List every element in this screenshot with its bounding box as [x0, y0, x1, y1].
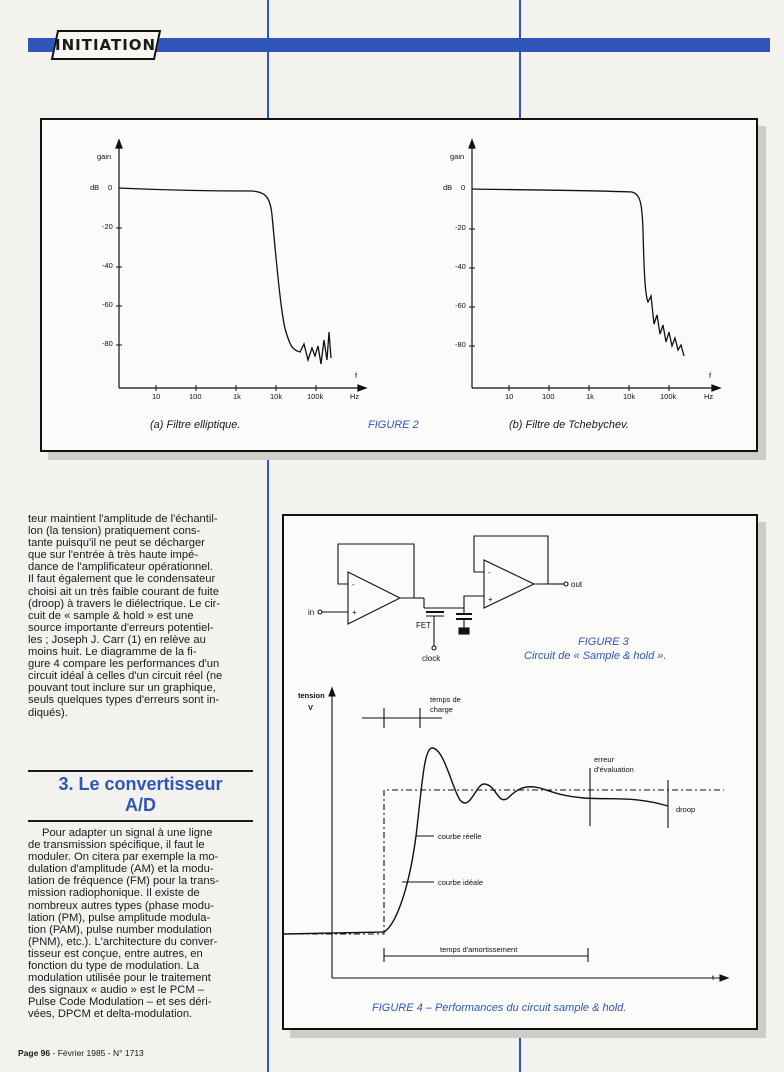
- text-line: nombreux autres types (phase modu-: [28, 899, 214, 912]
- chart-b-x-label: f: [709, 371, 712, 380]
- text-line: des signaux « audio » est le PCM –: [28, 984, 204, 997]
- column-rule-right-lower: [519, 1026, 521, 1072]
- figure-2-label: FIGURE 2: [368, 419, 419, 431]
- figure-3-4-drawing: [284, 516, 756, 1028]
- text-line: tion (PAM), pulse number modulation: [28, 923, 212, 936]
- footer-issue: - Février 1985 - N° 1713: [50, 1048, 144, 1058]
- text-line: (PNM), etc.). L'architecture du conver-: [28, 935, 218, 948]
- text-line: vées, DPCM et delta-modulation.: [28, 1008, 193, 1021]
- text-line: pouvant tout inclure sur un graphique,: [28, 682, 216, 695]
- chart-b-x-unit: Hz: [704, 392, 714, 401]
- chart-b-y-tick-60: -60: [455, 301, 466, 310]
- text-line: Pour adapter un signal à une ligne: [42, 827, 213, 839]
- figure-3-caption: Circuit de « Sample & hold ».: [524, 650, 667, 662]
- chart-b-x-tick-10k: 10k: [623, 392, 636, 401]
- chart-a-y-tick-60: -60: [102, 300, 113, 309]
- fig4-y-label: tension: [298, 691, 325, 700]
- chart-b-x-tick-1k: 1k: [586, 392, 594, 401]
- chart-b-y-tick-80: -80: [455, 340, 466, 349]
- section-label: INITIATION: [55, 36, 157, 54]
- text-line: Il faut également que le condensateur: [28, 573, 216, 586]
- chart-b-y-arrow: [469, 140, 475, 148]
- opamp-1-minus: -: [352, 580, 355, 589]
- label-temps-amortissement: temps d'amortissement: [440, 945, 518, 954]
- ground-symbol: [459, 628, 469, 634]
- chart-b-x-tick-10: 10: [505, 392, 514, 401]
- figure-3-label: FIGURE 3: [578, 636, 629, 648]
- chart-b-x-tick-100: 100: [542, 392, 555, 401]
- column-rule-left-lower: [267, 450, 269, 1072]
- text-line: Pulse Code Modulation – et ses déri-: [28, 996, 212, 1009]
- chart-a-x-arrow: [358, 385, 366, 391]
- text-line: modulation utilisée pour le traitement: [28, 972, 211, 985]
- text-line: les ; Joseph J. Carr (1) en relève au: [28, 633, 206, 646]
- text-line: de transmission spécifique, il faut le: [28, 839, 205, 852]
- text-line: moduler. On citera par exemple la mo-: [28, 851, 219, 864]
- heading-rule-top: [28, 770, 253, 772]
- text-line: tante puisqu'il ne peut se décharger: [28, 537, 205, 550]
- section-heading: [28, 774, 253, 816]
- chart-b-y-tick-40: -40: [455, 262, 466, 271]
- figure-2-caption-b: (b) Filtre de Tchebychev.: [509, 419, 629, 431]
- text-line: teur maintient l'amplitude de l'échantil-: [28, 513, 218, 525]
- feedback-1: [338, 544, 414, 598]
- chart-a-ticks: [90, 152, 359, 401]
- text-line: (droop) à travers le diélectrique. Le cir-: [28, 597, 221, 610]
- text-line: lation de fréquence (FM) pour la trans-: [28, 875, 219, 888]
- label-temps-charge-1: temps de: [430, 695, 461, 704]
- body-text-column-1: [28, 513, 253, 719]
- chart-b-x-arrow: [712, 385, 720, 391]
- section-logo: [51, 30, 161, 60]
- chart-a-x-tick-100k: 100k: [307, 392, 324, 401]
- fig4-t-arrow: [720, 975, 728, 981]
- chart-b-y-label: gain: [450, 152, 465, 161]
- text-line: seuls quelques types d'erreurs sont in-: [28, 694, 220, 707]
- hold-node-wire: [454, 596, 484, 608]
- page-footer: [18, 1048, 144, 1058]
- output-node: [564, 582, 568, 586]
- column-rule-right: [519, 0, 521, 118]
- chart-a-y-tick-80: -80: [102, 339, 113, 348]
- input-node: [318, 610, 322, 614]
- opamp-2-minus: -: [488, 568, 491, 577]
- chart-b: [469, 140, 720, 391]
- real-curve: [284, 748, 668, 934]
- label-courbe-reelle: courbe réelle: [438, 832, 482, 841]
- chart-a-y-tick-20: -20: [102, 222, 113, 231]
- circuit-label-fet: FET: [416, 621, 432, 630]
- text-line: fonction du type de modulation. La: [28, 960, 200, 973]
- heading-rule-bottom: [28, 820, 253, 822]
- text-line: mission radiophonique. Il existe de: [28, 887, 200, 900]
- chart-a-y-tick-40: -40: [102, 261, 113, 270]
- text-line: dance de l'amplificateur opérationnel.: [28, 561, 213, 574]
- opamp-2-plus: +: [488, 595, 493, 604]
- figure-4-caption: FIGURE 4 – Performances du circuit sample & hold.: [372, 1002, 627, 1014]
- chart-b-y-tick-0: 0: [461, 183, 466, 192]
- text-line: diqués).: [28, 706, 68, 719]
- chart-a-x-tick-10: 10: [152, 392, 161, 401]
- text-line: lation (PM), pulse amplitude modula-: [28, 911, 211, 924]
- section-heading-line-2: A/D: [125, 795, 156, 815]
- text-line: circuit idéal à celles d'un circuit réel (ne: [28, 670, 223, 683]
- figure-2: [40, 118, 758, 452]
- circuit-label-in: in: [308, 608, 315, 617]
- text-line: que sur l'entrée à très haute impé-: [28, 549, 199, 562]
- fig4-y-unit: V: [308, 703, 314, 712]
- figure-3-circuit: [318, 536, 568, 650]
- chart-a-x-tick-100: 100: [189, 392, 202, 401]
- footer-page: Page 96: [18, 1048, 51, 1058]
- text-line: cuit de « sample & hold » est une: [28, 609, 194, 622]
- chart-a-x-tick-10k: 10k: [270, 392, 283, 401]
- text-line: tisseur est conçue, entre autres, en: [28, 947, 203, 960]
- chart-a-y-label: gain: [97, 152, 112, 161]
- label-droop: droop: [676, 805, 696, 814]
- circuit-label-out: out: [571, 580, 583, 589]
- label-courbe-ideale: courbe idéale: [438, 878, 484, 887]
- fig4-t-label: t: [712, 973, 715, 982]
- figure-2-caption-a: (a) Filtre elliptique.: [150, 419, 241, 431]
- circuit-label-clock: clock: [422, 654, 441, 663]
- chart-a-y-arrow: [116, 140, 122, 148]
- text-line: source importante d'erreurs potentiel-: [28, 621, 214, 634]
- figure-2-charts: [42, 120, 756, 450]
- chart-a-x-label: f: [355, 371, 358, 380]
- clock-node: [432, 646, 436, 650]
- text-line: lon (la tension) pratiquement cons-: [28, 525, 201, 538]
- chart-a-x-unit: Hz: [350, 392, 360, 401]
- chart-a-y-tick-0: 0: [108, 183, 113, 192]
- opamp-1-plus: +: [352, 608, 357, 617]
- chart-a-series-line: [119, 188, 331, 364]
- text-line: gure 4 compare les performances d'un: [28, 658, 220, 671]
- label-temps-charge-2: charge: [430, 705, 453, 714]
- chart-b-series-line: [472, 189, 684, 356]
- fig4-y-arrow: [329, 688, 335, 696]
- body-text-column-2: [28, 827, 253, 1021]
- section-heading-line-1: 3. Le convertisseur: [58, 774, 223, 794]
- chart-b-x-tick-100k: 100k: [660, 392, 677, 401]
- chart-a-x-tick-1k: 1k: [233, 392, 241, 401]
- chart-b-y-unit: dB: [443, 183, 453, 192]
- text-line: dulation d'amplitude (AM) et la modu-: [28, 863, 214, 876]
- text-line: moins huit. Le diagramme de la fi-: [28, 646, 197, 659]
- figure-4-graph: [284, 688, 728, 981]
- label-erreur-1: erreur: [594, 755, 615, 764]
- chart-b-y-tick-20: -20: [455, 223, 466, 232]
- figure-3-4: [282, 514, 758, 1030]
- ideal-curve: [284, 790, 724, 934]
- text-line: choisi ait un très faible courant de fuite: [28, 585, 219, 598]
- chart-a-y-unit: dB: [90, 183, 100, 192]
- label-erreur-2: d'évaluation: [594, 765, 634, 774]
- chart-a: [116, 140, 366, 391]
- column-rule-left: [267, 0, 269, 118]
